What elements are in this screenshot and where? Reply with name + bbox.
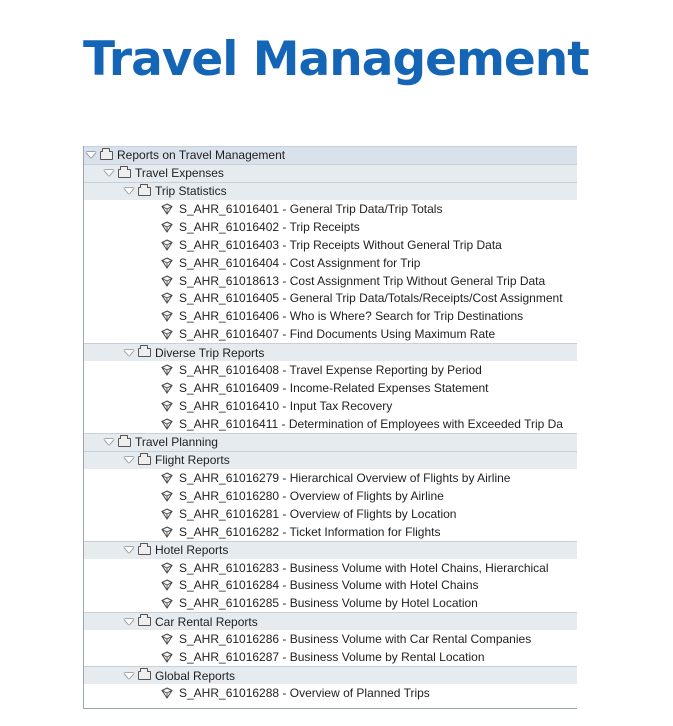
tree-report-node[interactable] <box>84 379 577 397</box>
tree-report-node[interactable] <box>84 218 577 236</box>
tree-node-label: S_AHR_61016284 - Business Volume with Hotel Chains <box>179 578 479 593</box>
tree-report-node[interactable] <box>84 469 577 487</box>
report-icon <box>161 221 173 233</box>
tree-folder-node[interactable] <box>84 612 577 630</box>
tree-report-node[interactable] <box>84 594 577 612</box>
folder-icon <box>138 671 151 680</box>
report-icon <box>161 526 173 538</box>
tree-folder-node[interactable] <box>84 343 577 361</box>
report-icon <box>161 508 173 520</box>
report-icon <box>161 687 173 699</box>
tree-node-label: S_AHR_61016287 - Business Volume by Rental Location <box>179 650 485 665</box>
tree-report-node[interactable] <box>84 505 577 523</box>
report-icon <box>161 418 173 430</box>
report-icon <box>161 597 173 609</box>
tree-node-label: S_AHR_61016408 - Travel Expense Reporting by Period <box>179 363 482 378</box>
expand-toggle-icon[interactable] <box>124 188 134 194</box>
report-icon <box>161 633 173 645</box>
report-icon <box>161 364 173 376</box>
tree-node-label: Travel Planning <box>135 435 218 450</box>
tree-node-label: S_AHR_61016288 - Overview of Planned Trips <box>179 686 430 701</box>
expand-toggle-icon[interactable] <box>124 350 134 356</box>
tree-node-label: S_AHR_61018613 - Cost Assignment Trip Without General Trip Data <box>179 273 546 288</box>
tree-report-node[interactable] <box>84 307 577 325</box>
tree-report-node[interactable] <box>84 272 577 290</box>
tree-node-label: S_AHR_61016281 - Overview of Flights by Location <box>179 506 457 521</box>
report-icon <box>161 400 173 412</box>
expand-toggle-icon[interactable] <box>124 673 134 679</box>
tree-report-node[interactable] <box>84 648 577 666</box>
report-icon <box>161 239 173 251</box>
expand-toggle-icon[interactable] <box>86 152 96 158</box>
tree-node-label: S_AHR_61016402 - Trip Receipts <box>179 219 360 234</box>
report-tree <box>83 146 577 709</box>
report-icon <box>161 292 173 304</box>
report-icon <box>161 310 173 322</box>
report-icon <box>161 490 173 502</box>
report-icon <box>161 472 173 484</box>
tree-node-label: S_AHR_61016285 - Business Volume by Hotel Location <box>179 596 478 611</box>
report-icon <box>161 382 173 394</box>
folder-icon <box>138 187 151 196</box>
folder-icon <box>118 438 131 447</box>
tree-node-label: S_AHR_61016282 - Ticket Information for Flights <box>179 524 441 539</box>
tree-report-node[interactable] <box>84 684 577 702</box>
report-icon <box>161 579 173 591</box>
tree-folder-node[interactable] <box>84 182 577 200</box>
tree-report-node[interactable] <box>84 415 577 433</box>
tree-node-label: Global Reports <box>155 668 236 683</box>
tree-node-label: S_AHR_61016410 - Input Tax Recovery <box>179 399 393 414</box>
tree-node-label: Reports on Travel Management <box>117 148 286 163</box>
tree-report-node[interactable] <box>84 236 577 254</box>
tree-report-node[interactable] <box>84 200 577 218</box>
report-icon <box>161 275 173 287</box>
tree-folder-node[interactable] <box>84 164 577 182</box>
tree-report-node[interactable] <box>84 577 577 595</box>
expand-toggle-icon[interactable] <box>124 619 134 625</box>
tree-node-label: S_AHR_61016280 - Overview of Flights by Airline <box>179 488 444 503</box>
tree-report-node[interactable] <box>84 487 577 505</box>
tree-node-label: S_AHR_61016406 - Who is Where? Search for Trip Destinations <box>179 309 524 324</box>
tree-report-node[interactable] <box>84 290 577 308</box>
expand-toggle-icon[interactable] <box>124 547 134 553</box>
tree-folder-node[interactable] <box>84 451 577 469</box>
tree-node-label: S_AHR_61016283 - Business Volume with Hotel Chains, Hierarchical <box>179 560 549 575</box>
report-icon <box>161 562 173 574</box>
folder-icon <box>138 348 151 357</box>
tree-node-label: S_AHR_61016279 - Hierarchical Overview of Flights by Airline <box>179 470 511 485</box>
report-icon <box>161 257 173 269</box>
tree-folder-node[interactable] <box>84 666 577 684</box>
tree-node-label: S_AHR_61016411 - Determination of Employees with Exceeded Trip Da <box>179 417 563 432</box>
tree-folder-node[interactable] <box>84 541 577 559</box>
tree-report-node[interactable] <box>84 325 577 343</box>
expand-toggle-icon[interactable] <box>104 170 114 176</box>
tree-node-label: S_AHR_61016405 - General Trip Data/Totals/Receipts/Cost Assignment <box>179 291 563 306</box>
tree-node-label: Hotel Reports <box>155 543 229 558</box>
folder-icon <box>100 151 113 160</box>
folder-icon <box>138 546 151 555</box>
tree-node-label: S_AHR_61016407 - Find Documents Using Maximum Rate <box>179 327 496 342</box>
tree-report-node[interactable] <box>84 523 577 541</box>
tree-report-node[interactable] <box>84 361 577 379</box>
tree-node-label: Travel Expenses <box>135 166 224 181</box>
tree-node-label: S_AHR_61016409 - Income-Related Expenses Statement <box>179 381 489 396</box>
folder-icon <box>138 456 151 465</box>
tree-report-node[interactable] <box>84 254 577 272</box>
tree-node-label: Flight Reports <box>155 453 230 468</box>
slide-title: Travel Management <box>83 32 589 87</box>
report-icon <box>161 203 173 215</box>
expand-toggle-icon[interactable] <box>124 457 134 463</box>
tree-node-label: S_AHR_61016286 - Business Volume with Car Rental Companies <box>179 632 532 647</box>
tree-node-label: Trip Statistics <box>155 184 227 199</box>
tree-node-label: Diverse Trip Reports <box>155 345 265 360</box>
tree-node-label: S_AHR_61016403 - Trip Receipts Without General Trip Data <box>179 237 502 252</box>
tree-node-label: S_AHR_61016404 - Cost Assignment for Trip <box>179 255 421 270</box>
tree-node-label: S_AHR_61016401 - General Trip Data/Trip Totals <box>179 201 443 216</box>
tree-report-node[interactable] <box>84 559 577 577</box>
folder-icon <box>138 617 151 626</box>
report-icon <box>161 651 173 663</box>
report-icon <box>161 328 173 340</box>
tree-report-node[interactable] <box>84 630 577 648</box>
tree-node-label: Car Rental Reports <box>155 614 258 629</box>
expand-toggle-icon[interactable] <box>104 439 114 445</box>
tree-report-node[interactable] <box>84 397 577 415</box>
folder-icon <box>118 169 131 178</box>
tree-folder-node[interactable] <box>84 146 577 164</box>
tree-folder-node[interactable] <box>84 433 577 451</box>
